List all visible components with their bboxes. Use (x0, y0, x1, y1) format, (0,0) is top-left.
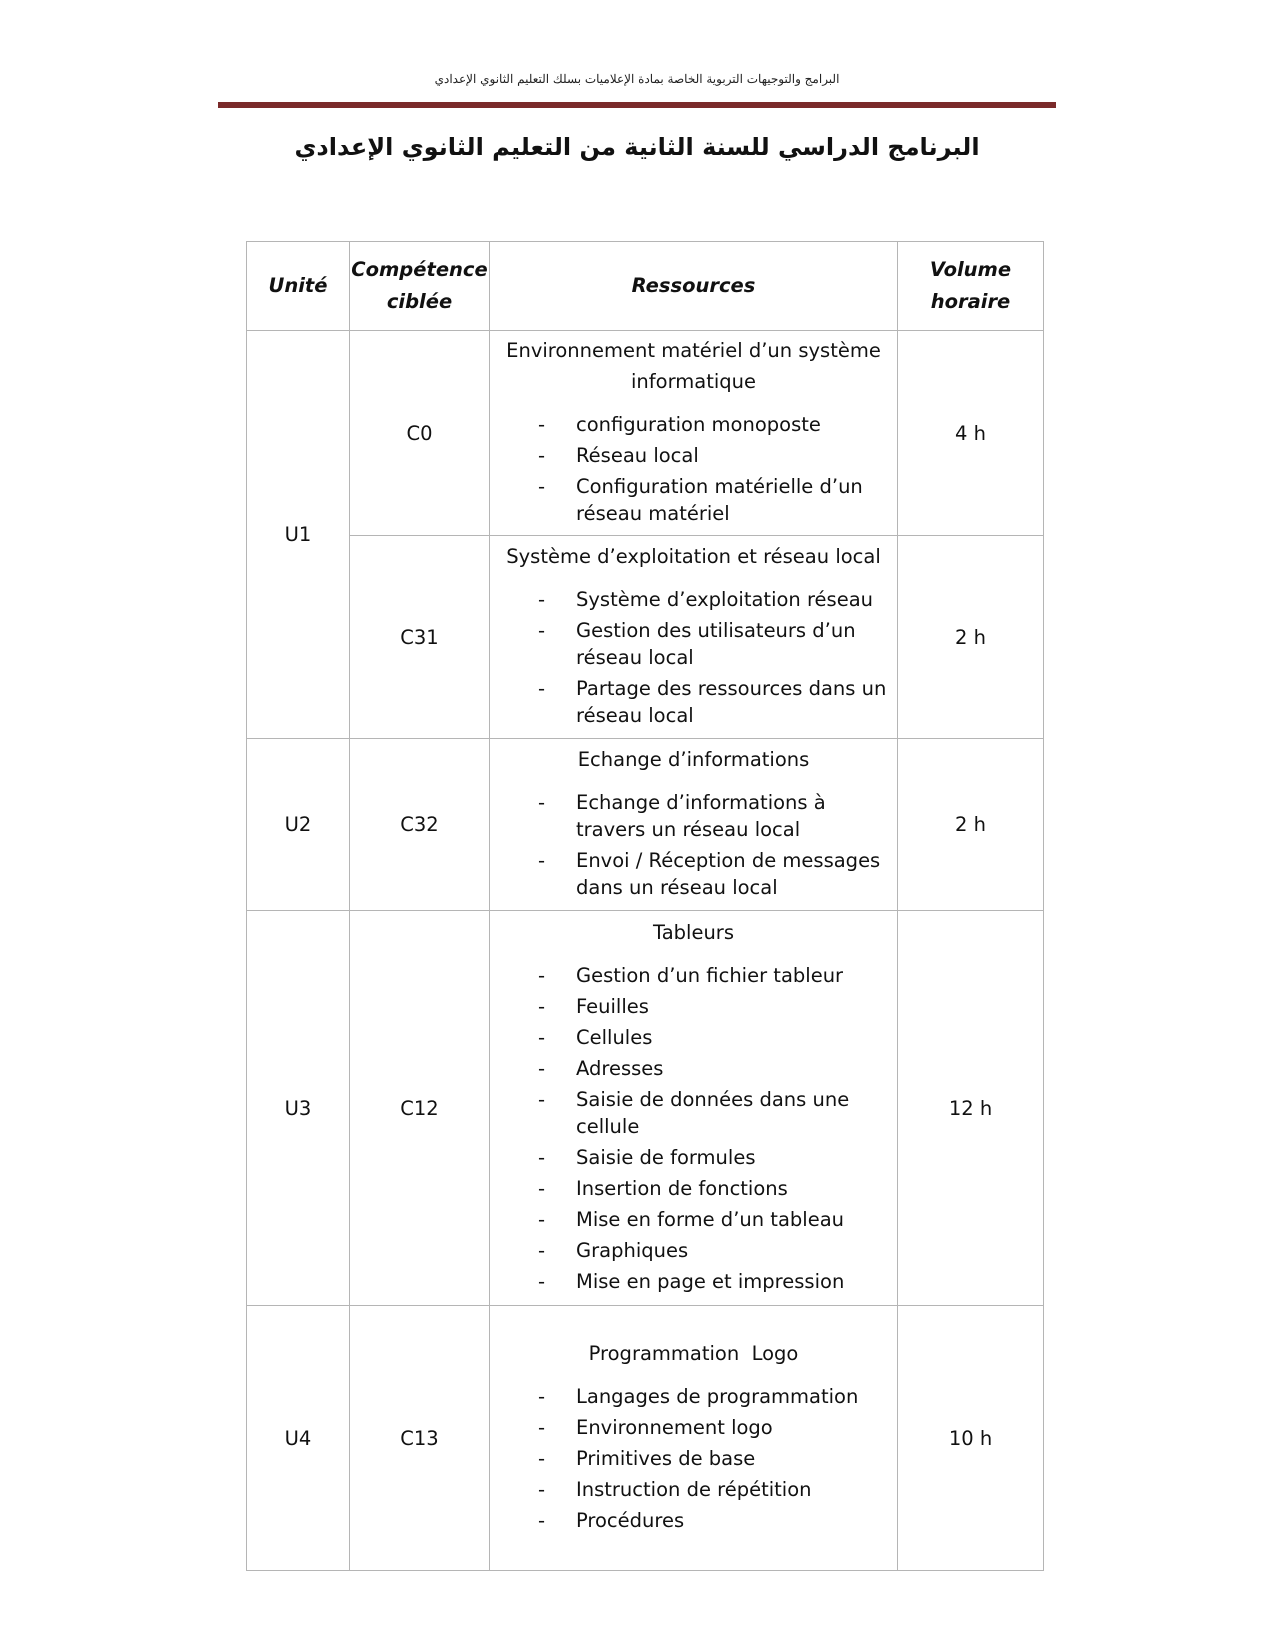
list-item: - Mise en page et impression (538, 1270, 845, 1293)
header-volume: Volume horaire (898, 242, 1044, 331)
list-item: - Environnement logo (538, 1416, 773, 1439)
cell-competence: C0 (350, 331, 490, 536)
table-row (247, 331, 1044, 536)
header-competence: Compétence ciblée (350, 242, 490, 331)
cell-unite: U4 (247, 1306, 350, 1571)
cell-volume: 10 h (898, 1306, 1044, 1571)
list-item: - configuration monoposte (538, 413, 821, 436)
resource-list (490, 411, 897, 527)
cell-ressources (490, 1306, 898, 1571)
cell-ressources (490, 739, 898, 911)
cell-competence: C13 (350, 1306, 490, 1571)
list-item: - Procédures (538, 1509, 685, 1532)
header-unite: Unité (247, 242, 350, 331)
cell-unite: U3 (247, 911, 350, 1306)
table-row (247, 536, 1044, 739)
page-title: البرنامج الدراسي للسنة الثانية من التعليم الثانوي الإعدادي (294, 133, 980, 161)
resource-title: Echange d’informations (577, 748, 810, 771)
cell-volume: 12 h (898, 911, 1044, 1306)
table-header-row (247, 242, 1044, 331)
cell-competence: C12 (350, 911, 490, 1306)
cell-unite: U2 (247, 739, 350, 911)
list-item: - Gestion des utilisateurs d’un réseau local (538, 619, 856, 669)
resource-list (490, 789, 897, 901)
list-item: - Primitives de base (538, 1447, 756, 1470)
list-item: - Envoi / Réception de messages dans un réseau local (538, 849, 881, 899)
cell-unite: U1 (247, 331, 350, 739)
resource-list (490, 1383, 897, 1534)
resource-list (490, 586, 897, 729)
list-item: - Feuilles (538, 995, 649, 1018)
table-row (247, 739, 1044, 911)
list-item: - Réseau local (538, 444, 699, 467)
resource-list (490, 962, 897, 1295)
table-row (247, 1306, 1044, 1571)
cell-volume: 4 h (898, 331, 1044, 536)
resource-title: Environnement matériel d’un système informatique (506, 339, 881, 393)
list-item: - Cellules (538, 1026, 653, 1049)
list-item: - Graphiques (538, 1239, 689, 1262)
cell-competence: C31 (350, 536, 490, 739)
list-item: - Configuration matérielle d’un réseau matériel (538, 475, 863, 525)
table-row (247, 911, 1044, 1306)
cell-ressources (490, 331, 898, 536)
resource-title: Tableurs (653, 921, 734, 944)
list-item: - Système d’exploitation réseau (538, 588, 874, 611)
header-ressources: Ressources (490, 242, 898, 331)
resource-title: Programmation Logo (588, 1342, 799, 1365)
list-item: - Insertion de fonctions (538, 1177, 788, 1200)
list-item: - Langages de programmation (538, 1385, 859, 1408)
cell-ressources (490, 536, 898, 739)
running-header: البرامج والتوجيهات التربوية الخاصة بمادة الإعلاميات بسلك التعليم الثانوي الإعدادي (434, 72, 840, 86)
program-table (246, 241, 1044, 1571)
list-item: - Adresses (538, 1057, 664, 1080)
resource-title: Système d’exploitation et réseau local (506, 545, 881, 568)
list-item: - Instruction de répétition (538, 1478, 812, 1501)
list-item: - Partage des ressources dans un réseau local (538, 677, 887, 727)
header-divider (218, 102, 1056, 108)
list-item: - Saisie de formules (538, 1146, 756, 1169)
list-item: - Gestion d’un fichier tableur (538, 964, 844, 987)
list-item: - Echange d’informations à travers un réseau local (538, 791, 826, 841)
cell-volume: 2 h (898, 739, 1044, 911)
cell-ressources (490, 911, 898, 1306)
cell-volume: 2 h (898, 536, 1044, 739)
list-item: - Mise en forme d’un tableau (538, 1208, 845, 1231)
cell-competence: C32 (350, 739, 490, 911)
list-item: - Saisie de données dans une cellule (538, 1088, 850, 1138)
